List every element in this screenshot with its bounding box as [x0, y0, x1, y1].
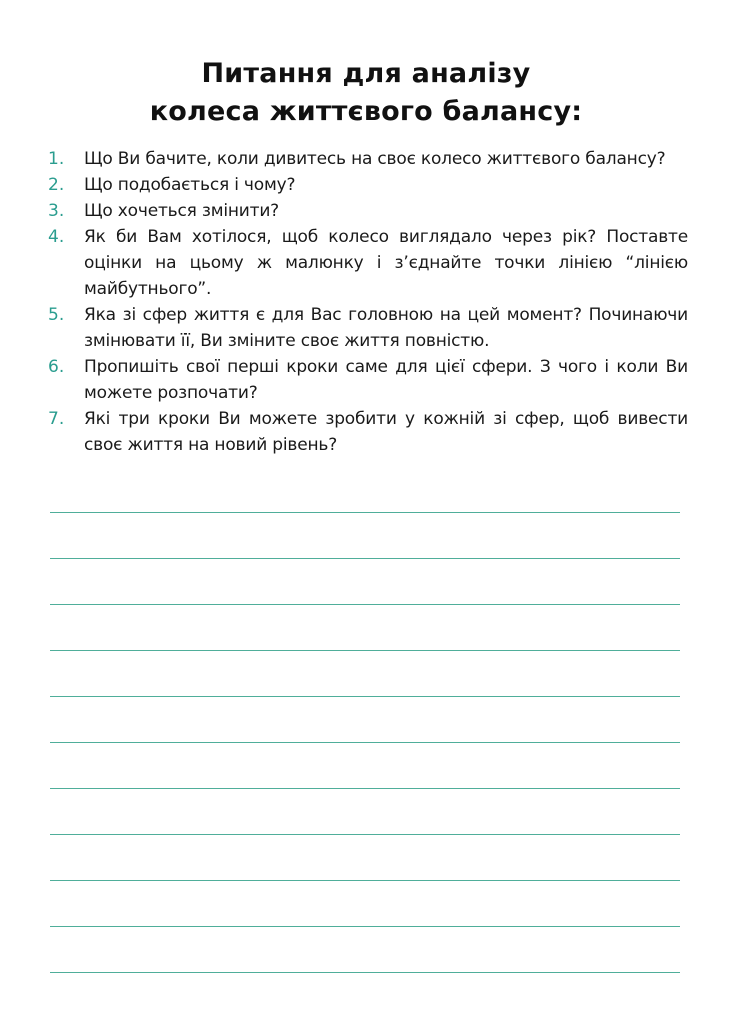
question-text: Пропишіть свої перші кроки саме для цієї сфери. З чого і коли Ви можете розпочати? [84, 357, 688, 403]
question-text: Що Ви бачите, коли дивитесь на своє колесо життєвого балансу? [84, 149, 666, 169]
question-number: 6. [48, 357, 65, 377]
question-item-5 [48, 302, 688, 354]
question-text: Яка зі сфер життя є для Вас головною на цей момент? Починаючи змінювати її, Ви зміните своє життя повністю. [84, 305, 688, 351]
question-text: Як би Вам хотілося, щоб колесо виглядало через рік? Поставте оцінки на цьому ж малюнку і з’єднайте точки лінією “лінією майбутнього”. [84, 227, 688, 299]
writing-line [50, 972, 680, 973]
writing-line [50, 788, 680, 789]
question-item-3 [48, 198, 688, 224]
writing-line [50, 834, 680, 835]
writing-line [50, 650, 680, 651]
writing-line [50, 742, 680, 743]
questions-list [48, 146, 688, 458]
writing-line [50, 604, 680, 605]
question-item-1 [48, 146, 688, 172]
question-number: 7. [48, 409, 65, 429]
question-item-2 [48, 172, 688, 198]
title-line-1: Питання для аналізу [201, 58, 531, 89]
question-number: 3. [48, 201, 65, 221]
writing-line [50, 512, 680, 513]
question-text: Що подобається і чому? [84, 175, 296, 195]
page-title [0, 55, 732, 131]
writing-line [50, 926, 680, 927]
question-item-6 [48, 354, 688, 406]
writing-line [50, 696, 680, 697]
question-number: 5. [48, 305, 65, 325]
question-text: Що хочеться змінити? [84, 201, 279, 221]
question-number: 1. [48, 149, 65, 169]
question-number: 4. [48, 227, 65, 247]
writing-line [50, 880, 680, 881]
question-item-7 [48, 406, 688, 458]
question-item-4 [48, 224, 688, 302]
question-number: 2. [48, 175, 65, 195]
title-line-2: колеса життєвого балансу: [149, 96, 583, 127]
writing-line [50, 558, 680, 559]
question-text: Які три кроки Ви можете зробити у кожній зі сфер, щоб вивести своє життя на новий рівень? [84, 409, 688, 455]
